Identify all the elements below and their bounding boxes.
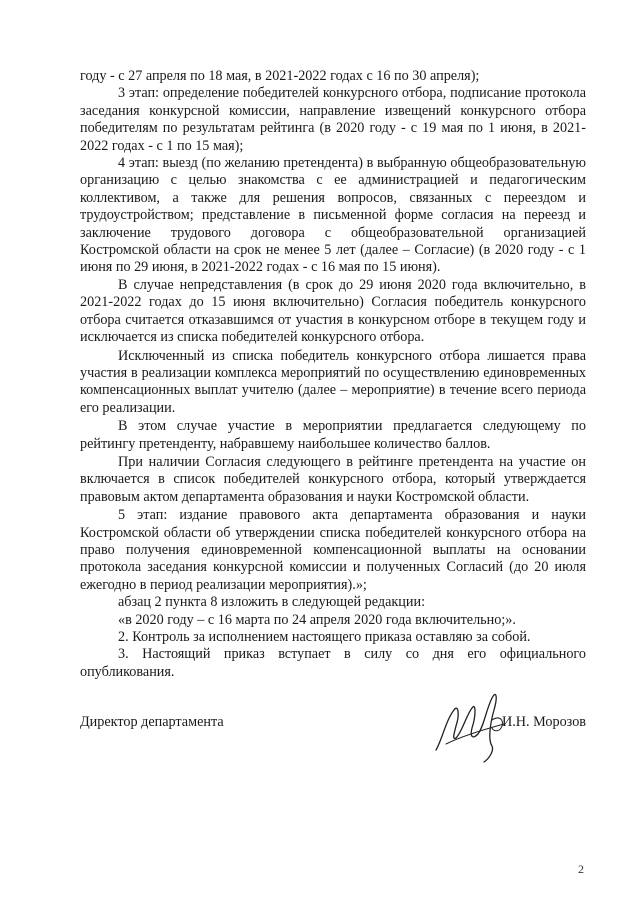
paragraph-clause-8: абзац 2 пункта 8 изложить в следующей редакции: (118, 594, 426, 611)
paragraph-clause-8-text: «в 2020 году – с 16 марта по 24 апреля 2020 года включительно;». (118, 611, 516, 628)
paragraph-non-submission: В случае непредставления (в срок до 29 июня 2020 года включительно, в 2021-2022 годах до 15 июня включительно) Согласия победитель конкурсного отбора считается отказавшимся от участия в конкурсном отборе в текущем году и исключается из списка победителей конкурсного отбора. (80, 276, 586, 346)
document-body (80, 68, 586, 681)
paragraph-stage-3: 3 этап: определение победителей конкурсного отбора, подписание протокола заседания конкурсной комиссии, направление извещений конкурсного отбора победителям по результатам рейтинга (в 2020 году - с 19 мая по 1 июня, в 2021-2022 годах - с 1 по 15 мая); (80, 85, 586, 154)
paragraph-stage-5: 5 этап: издание правового акта департамента образования и науки Костромской области об утверждении списка победителей конкурсного отбора на право получения единовременной компенсационной выплаты на основании протокола заседания конкурсной комиссии и полученных Согласий (до 20 июля ежегодно в период реализации мероприятия).»; (80, 507, 586, 593)
signature-block (80, 708, 586, 738)
paragraph-consent-inclusion: При наличии Согласия следующего в рейтинге претендента на участие он включается в список победителей конкурсного отбора, который утверждается правовым актом департамента образования и науки Костромской области. (80, 453, 586, 505)
signatory-position: Директор департамента (80, 714, 224, 730)
paragraph-effective: 3. Настоящий приказ вступает в силу со дня его официального опубликования. (80, 646, 586, 680)
paragraph-control: 2. Контроль за исполнением настоящего приказа оставляю за собой. (118, 629, 531, 645)
signatory-name: И.Н. Морозов (502, 714, 586, 730)
paragraph-continuation: году - с 27 апреля по 18 мая, в 2021-2022 годах с 16 по 30 апреля); (80, 68, 480, 84)
paragraph-stage-4: 4 этап: выезд (по желанию претендента) в выбранную общеобразовательную организацию с целью знакомства с ее администрацией и педагогическим коллективом, а также для решения вопросов, связанных с переездом и трудоустройством; представление в письменной форме согласия на переезд и заключение трудового договора с общеобразовательной организацией Костромской области на срок не менее 5 лет (далее – Согласие) (в 2020 году - с 1 июня по 29 июня, в 2021-2022 годах - с 16 мая по 15 июня). (80, 155, 586, 276)
paragraph-excluded-winner: Исключенный из списка победитель конкурсного отбора лишается права участия в реализации комплекса мероприятий по осуществлению единовременных компенсационных выплат учителю (далее – мероприятие) в течение всего периода его реализации. (80, 347, 586, 416)
paragraph-next-candidate: В этом случае участие в мероприятии предлагается следующему по рейтингу претенденту, набравшему наибольшее количество баллов. (80, 418, 586, 452)
page-number: 2 (578, 862, 584, 876)
